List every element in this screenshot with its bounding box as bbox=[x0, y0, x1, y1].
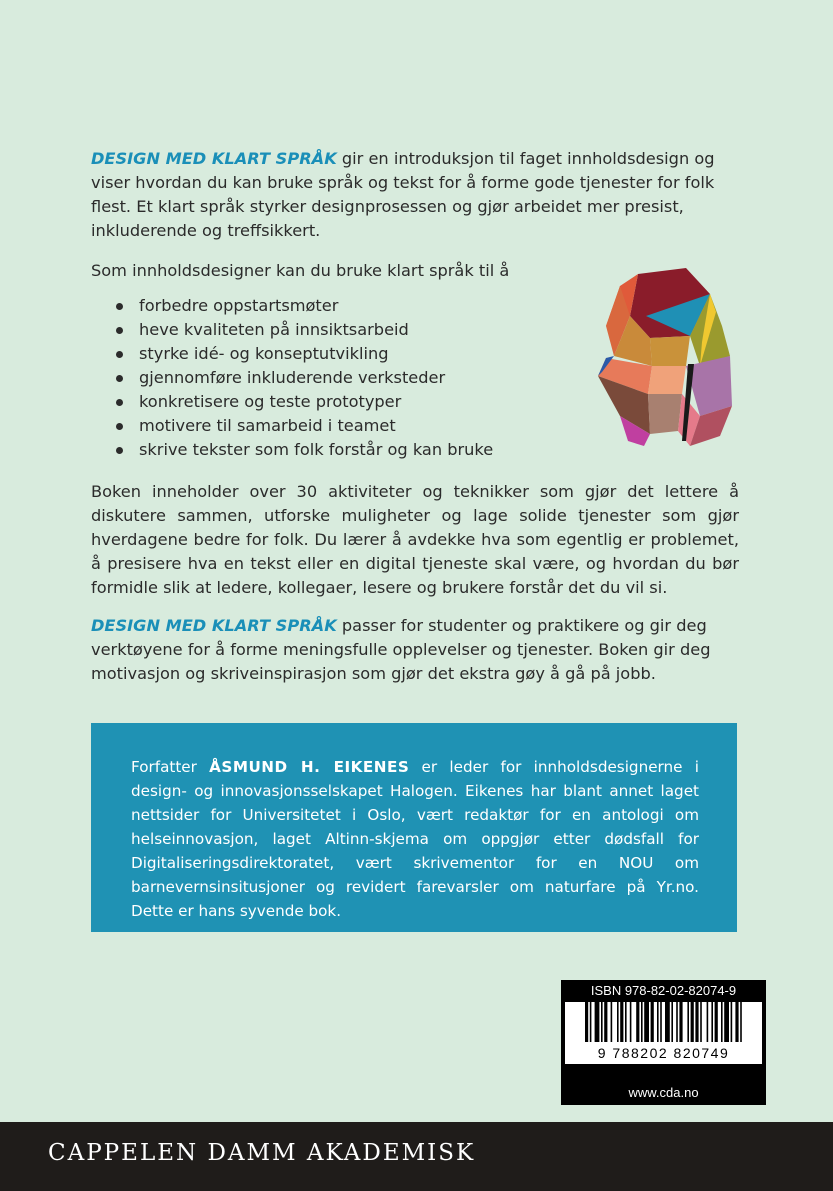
benefit-list bbox=[91, 294, 571, 462]
list-item: motivere til samarbeid i teamet bbox=[91, 414, 571, 438]
book-title: DESIGN MED KLART SPRÅK bbox=[91, 149, 337, 168]
publisher-logo: CAPPELEN DAMM AKADEMISK bbox=[48, 1140, 476, 1166]
barcode-digits: 9 788202 820749 bbox=[565, 1042, 762, 1064]
list-item: forbedre oppstartsmøter bbox=[91, 294, 571, 318]
polyhedron-illustration bbox=[590, 266, 740, 456]
isbn-number: ISBN 978-82-02-82074-9 bbox=[590, 983, 737, 998]
author-bio: Forfatter ÅSMUND H. EIKENES er leder for innholdsdesignerne i design- og innovasjonsselskapet Halogen. Eikenes har blant annet laget nettsider for Universitetet i Oslo, vært redaktør for en antologi om helseinnovasjon, laget Altinn-skjema om oppgjør etter dødsfall for Digitaliseringsdirektoratet, vært skrivementor for en NOU om barnevernsinsitusjoner og revidert farevarsler om naturfare på Yr.no. Dette er hans syvende bok. bbox=[131, 758, 699, 920]
author-box bbox=[91, 723, 737, 932]
list-item: styrke idé- og konseptutvikling bbox=[91, 342, 571, 366]
list-item: heve kvaliteten på innsiktsarbeid bbox=[91, 318, 571, 342]
description-paragraph: Boken inneholder over 30 aktiviteter og teknikker som gjør det lettere å diskutere sammen, utforske muligheter og lage solide tjenester som gjør hverdagene bedre for folk. Du lærer å avdekke hva som egentlig er problemet, å presisere hva en tekst eller en digital tjeneste skal være, og hvordan du bør formidle slik at ledere, kollegaer, lesere og brukere forstår det du vil si. bbox=[91, 482, 739, 597]
list-item: konkretisere og teste prototyper bbox=[91, 390, 571, 414]
list-item: skrive tekster som folk forstår og kan bruke bbox=[91, 438, 571, 462]
intro-text: gir en introduksjon til faget innholdsdesign og viser hvordan du kan bruke språk og tekst for å forme gode tjenester for folk flest. Et klart språk styrker designprosessen og gjør arbeidet mer presist, inkluderende og treffsikkert. bbox=[91, 149, 715, 240]
list-item: gjennomføre inkluderende verksteder bbox=[91, 366, 571, 390]
audience-text: passer for studenter og praktikere og gir deg verktøyene for å forme meningsfulle opplevelser og tjenester. Boken gir deg motivasjon og skriveinspirasjon som gjør det ekstra gøy å gå på jobb. bbox=[91, 616, 711, 683]
publisher-website: www.cda.no bbox=[628, 1085, 699, 1100]
publisher-footer bbox=[0, 1122, 833, 1191]
book-title-repeat: DESIGN MED KLART SPRÅK bbox=[91, 616, 337, 635]
author-name: ÅSMUND H. EIKENES bbox=[209, 758, 410, 776]
barcode-bars bbox=[565, 1002, 762, 1042]
bullet-lead: Som innholdsdesigner kan du bruke klart språk til å bbox=[91, 261, 510, 280]
isbn-barcode bbox=[561, 980, 766, 1105]
audience-paragraph bbox=[91, 614, 739, 686]
intro-paragraph bbox=[91, 147, 739, 243]
